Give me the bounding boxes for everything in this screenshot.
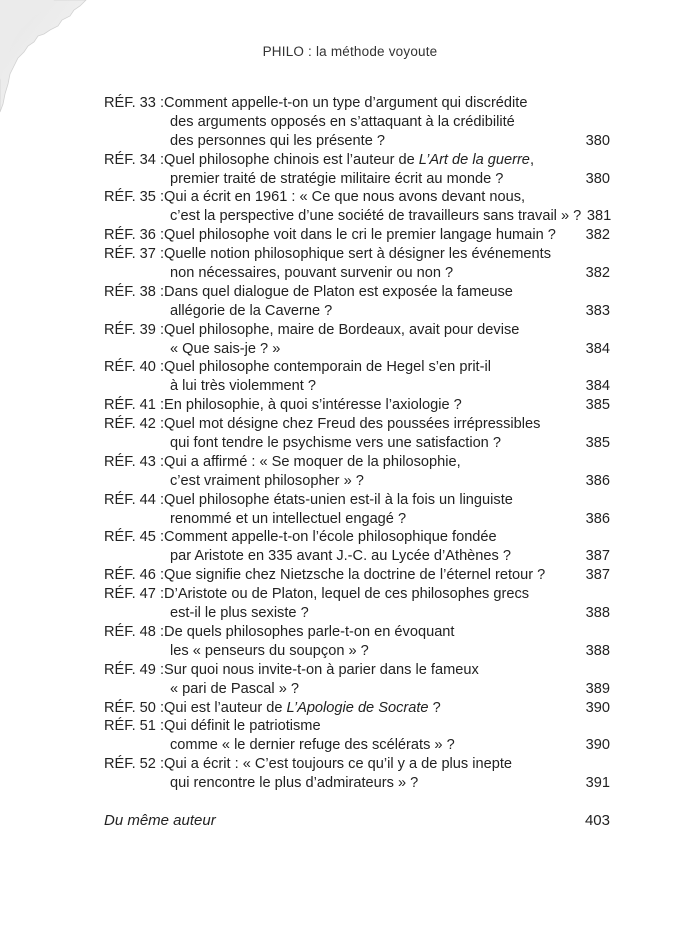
toc-page-number: 388	[585, 642, 610, 659]
toc-entry-text	[104, 453, 461, 472]
toc-italic-suffix: ?	[428, 699, 441, 716]
toc-entry-text	[104, 396, 462, 415]
toc-ref-label: RÉF. 37 :	[104, 246, 165, 263]
toc-question-text: est-il le plus sexiste ?	[170, 605, 309, 622]
toc-ref-label: RÉF. 52 :	[104, 756, 165, 773]
toc-entry-line[interactable]	[104, 642, 610, 661]
toc-entry-line[interactable]	[104, 774, 610, 793]
toc-entry-line[interactable]	[104, 340, 610, 359]
toc-question-text: comme « le dernier refuge des scélérats » ?	[170, 737, 455, 754]
toc-italic-title: L’Apologie de Socrate	[286, 699, 429, 716]
toc-entry-text	[104, 415, 540, 434]
toc-question-text: renommé et un intellectuel engagé ?	[170, 510, 407, 527]
toc-entry-line[interactable]	[104, 491, 610, 510]
toc-question-text: Quel mot désigne chez Freud des poussées irrépressibles	[164, 416, 541, 433]
toc-ref-label: RÉF. 46 :	[104, 567, 165, 584]
toc-entry-line[interactable]	[104, 207, 610, 226]
toc-entry-text	[104, 491, 513, 510]
toc-ref-label: RÉF. 35 :	[104, 189, 165, 206]
footer-label: Du même auteur	[104, 812, 216, 829]
toc-page-number: 380	[585, 170, 610, 187]
toc-question-text: Quel philosophe, maire de Bordeaux, avait pour devise	[164, 321, 520, 338]
toc-entry-line[interactable]	[104, 151, 610, 170]
toc-question-text: c’est vraiment philosopher » ?	[170, 472, 364, 489]
toc-page-number: 389	[585, 680, 610, 697]
toc-entry-text	[104, 642, 369, 661]
toc-entry-line[interactable]	[104, 472, 610, 491]
toc-question-text: Comment appelle-t-on l’école philosophique fondée	[164, 529, 497, 546]
footer-entry[interactable]	[104, 812, 610, 829]
toc-entry-text	[104, 207, 581, 226]
toc-ref-label: RÉF. 34 :	[104, 151, 165, 168]
toc-ref-label: RÉF. 49 :	[104, 661, 165, 678]
footer-page-number: 403	[584, 812, 610, 829]
toc-entry-text	[104, 566, 545, 585]
toc-entry-line[interactable]	[104, 755, 610, 774]
toc-ref-label: RÉF. 47 :	[104, 586, 165, 603]
toc-question-text: Qui est l’auteur de	[164, 699, 287, 716]
toc-question-text: par Aristote en 335 avant J.-C. au Lycée d’Athènes ?	[170, 548, 512, 565]
toc-question-text: Comment appelle-t-on un type d’argument qui discrédite	[164, 95, 528, 111]
toc-italic-suffix: ,	[529, 151, 534, 168]
toc-page-number: 382	[585, 227, 610, 244]
toc-ref-label: RÉF. 51 :	[104, 718, 165, 735]
toc-page-number: 384	[585, 378, 610, 395]
toc-question-text: Qui a affirmé : « Se moquer de la philosophie,	[164, 453, 461, 470]
table-of-contents	[104, 94, 610, 793]
toc-entry-text	[104, 472, 364, 491]
toc-ref-label: RÉF. 43 :	[104, 453, 165, 470]
running-header: PHILO : la méthode voyoute	[262, 44, 438, 59]
toc-page-number: 380	[585, 132, 610, 149]
toc-page-number: 385	[585, 397, 610, 414]
toc-ref-label: RÉF. 42 :	[104, 416, 165, 433]
toc-question-text: non nécessaires, pouvant survenir ou non ?	[170, 265, 454, 282]
toc-entry-text	[104, 302, 332, 321]
toc-entry-text	[104, 358, 491, 377]
toc-question-text: des personnes qui les présente ?	[170, 132, 385, 149]
toc-entry-text	[104, 151, 534, 170]
toc-question-text: des arguments opposés en s’attaquant à la crédibilité	[170, 113, 515, 130]
toc-question-text: premier traité de stratégie militaire écrit au monde ?	[170, 170, 504, 187]
toc-ref-label: RÉF. 40 :	[104, 359, 165, 376]
toc-ref-label: RÉF. 39 :	[104, 321, 165, 338]
toc-entry-line[interactable]	[104, 453, 610, 472]
toc-page-number: 382	[585, 265, 610, 282]
toc-entry-text	[104, 226, 556, 245]
toc-page-number: 386	[585, 510, 610, 527]
toc-entry-text	[104, 321, 519, 340]
toc-entry-text	[104, 736, 455, 755]
toc-ref-label: RÉF. 33 :	[104, 95, 165, 111]
toc-entry-text	[104, 547, 511, 566]
toc-entry-line[interactable]	[104, 566, 610, 585]
toc-entry-line[interactable]	[104, 415, 610, 434]
toc-page-number: 391	[585, 775, 610, 792]
toc-entry-text	[104, 434, 501, 453]
toc-entry-text	[104, 774, 418, 793]
toc-entry-text	[104, 340, 280, 359]
toc-entry-line[interactable]	[104, 188, 610, 207]
toc-entry-text	[104, 188, 525, 207]
toc-ref-label: RÉF. 45 :	[104, 529, 165, 546]
toc-question-text: allégorie de la Caverne ?	[170, 302, 333, 319]
toc-entry-line[interactable]	[104, 302, 610, 321]
toc-question-text: D’Aristote ou de Platon, lequel de ces philosophes grecs	[164, 586, 530, 603]
toc-question-text: Quel philosophe contemporain de Hegel s’en prit-il	[164, 359, 491, 376]
toc-entry-line[interactable]	[104, 717, 610, 736]
toc-entry-line[interactable]	[104, 623, 610, 642]
toc-entry-text	[104, 377, 316, 396]
toc-page-number: 384	[585, 340, 610, 357]
toc-entry-line[interactable]	[104, 547, 610, 566]
toc-ref-label: RÉF. 48 :	[104, 623, 165, 640]
toc-entry-line[interactable]	[104, 604, 610, 623]
toc-entry-line[interactable]	[104, 264, 610, 283]
toc-entry-line[interactable]	[104, 680, 610, 699]
toc-question-text: Qui définit le patriotisme	[164, 718, 321, 735]
toc-question-text: qui font tendre le psychisme vers une satisfaction ?	[170, 435, 501, 452]
toc-page-number: 383	[585, 302, 610, 319]
toc-entry-text	[104, 510, 406, 529]
toc-entry-line[interactable]	[104, 736, 610, 755]
toc-page-number: 390	[585, 737, 610, 754]
toc-question-text: En philosophie, à quoi s’intéresse l’axiologie ?	[164, 397, 462, 414]
toc-entry-text	[104, 623, 454, 642]
toc-entry-line[interactable]	[104, 283, 610, 302]
toc-entry-line[interactable]	[104, 699, 610, 718]
toc-entry-text	[104, 680, 299, 699]
toc-ref-label: RÉF. 41 :	[104, 397, 165, 414]
toc-question-text: Quel philosophe voit dans le cri le premier langage humain ?	[164, 227, 556, 244]
toc-entry-text	[104, 699, 441, 718]
toc-entry-text	[104, 132, 385, 151]
toc-entry-line[interactable]	[104, 358, 610, 377]
toc-question-text: « Que sais-je ? »	[170, 340, 281, 357]
toc-entry-text	[104, 661, 479, 680]
toc-question-text: Quel philosophe états-unien est-il à la fois un linguiste	[164, 491, 513, 508]
toc-question-text: les « penseurs du soupçon » ?	[170, 642, 369, 659]
toc-entry-line[interactable]	[104, 510, 610, 529]
toc-ref-label: RÉF. 38 :	[104, 283, 165, 300]
toc-entry-line[interactable]	[104, 321, 610, 340]
toc-italic-title: L’Art de la guerre	[418, 151, 530, 168]
toc-entry-text	[104, 170, 503, 189]
toc-question-text: à lui très violemment ?	[170, 378, 316, 395]
toc-question-text: Qui a écrit en 1961 : « Ce que nous avons devant nous,	[164, 189, 526, 206]
toc-entry-text	[104, 717, 321, 736]
toc-page-number: 381	[586, 208, 612, 225]
toc-entry-line[interactable]	[104, 661, 610, 680]
toc-entry-text	[104, 283, 513, 302]
toc-question-text: De quels philosophes parle-t-on en évoquant	[164, 623, 455, 640]
toc-entry-line[interactable]	[104, 132, 610, 151]
toc-question-text: Que signifie chez Nietzsche la doctrine de l’éternel retour ?	[164, 567, 546, 584]
toc-question-text: Sur quoi nous invite-t-on à parier dans le fameux	[164, 661, 479, 678]
toc-question-text: « pari de Pascal » ?	[170, 680, 299, 697]
toc-entry-text	[104, 94, 527, 113]
toc-question-text: Quelle notion philosophique sert à désigner les événements	[164, 246, 552, 263]
toc-ref-label: RÉF. 44 :	[104, 491, 165, 508]
toc-page-number: 387	[585, 548, 610, 565]
toc-question-text: qui rencontre le plus d’admirateurs » ?	[170, 775, 419, 792]
toc-page-number: 388	[585, 605, 610, 622]
toc-entry-text	[104, 755, 512, 774]
toc-entry-line[interactable]	[104, 377, 610, 396]
toc-entry-text	[104, 604, 309, 623]
toc-entry-line[interactable]	[104, 434, 610, 453]
toc-question-text: Qui a écrit : « C’est toujours ce qu’il y a de plus inepte	[164, 756, 513, 773]
toc-entry-line[interactable]	[104, 113, 610, 132]
toc-entry-line[interactable]	[104, 245, 610, 264]
toc-question-text: Dans quel dialogue de Platon est exposée la fameuse	[164, 283, 513, 300]
toc-question-text: Quel philosophe chinois est l’auteur de	[164, 151, 419, 168]
toc-entry-text	[104, 585, 529, 604]
toc-entry-text	[104, 245, 551, 264]
toc-entry-line[interactable]	[104, 170, 610, 189]
toc-ref-label: RÉF. 50 :	[104, 699, 165, 716]
toc-page-number: 385	[585, 435, 610, 452]
toc-entry-line[interactable]	[104, 226, 610, 245]
toc-page-number: 390	[585, 699, 610, 716]
toc-page-number: 386	[585, 472, 610, 489]
toc-entry-line[interactable]	[104, 528, 610, 547]
toc-ref-label: RÉF. 36 :	[104, 227, 165, 244]
toc-entry-line[interactable]	[104, 94, 610, 113]
toc-entry-line[interactable]	[104, 396, 610, 415]
toc-page-number: 387	[585, 567, 610, 584]
toc-question-text: c’est la perspective d’une société de travailleurs sans travail » ?	[170, 208, 582, 225]
toc-entry-line[interactable]	[104, 585, 610, 604]
torn-paper-corner	[0, 0, 90, 120]
toc-entry-text	[104, 113, 515, 132]
toc-entry-text	[104, 528, 497, 547]
toc-entry-text	[104, 264, 453, 283]
